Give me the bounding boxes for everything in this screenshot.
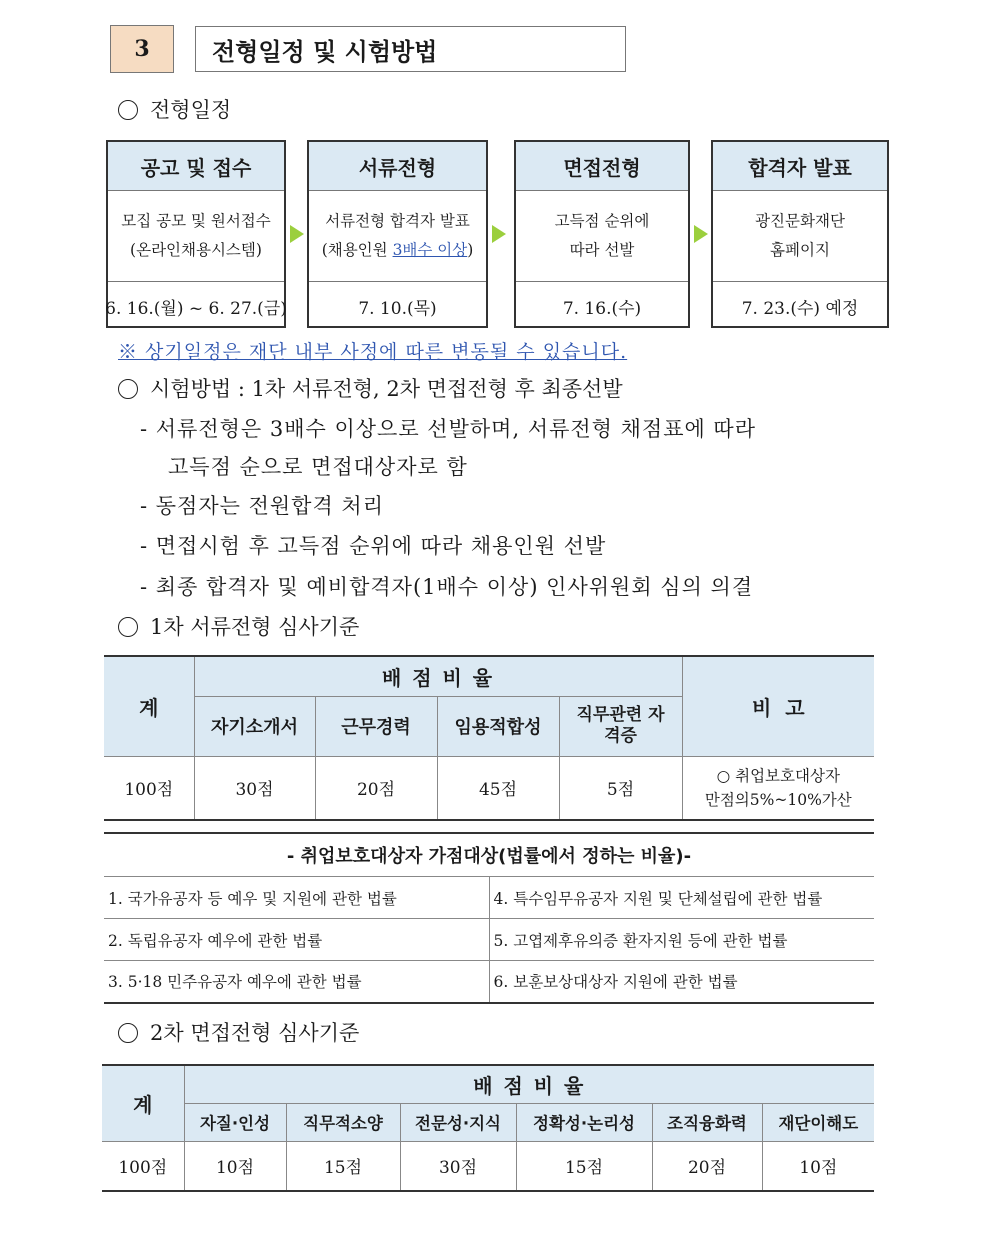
method-bullet: 고득점 순으로 면접대상자로 함 bbox=[168, 455, 468, 479]
method-heading-text: 시험방법 : 1차 서류전형, 2차 면접전형 후 최종선발 bbox=[150, 377, 623, 401]
step-desc bbox=[309, 191, 486, 282]
circle-bullet-icon bbox=[118, 1023, 138, 1043]
step-desc bbox=[108, 191, 284, 282]
step-desc bbox=[516, 191, 688, 282]
schedule-step-announce bbox=[106, 140, 286, 328]
arrow-right-icon bbox=[290, 225, 304, 243]
step-desc-line: 서류전형 합격자 발표 bbox=[325, 212, 470, 230]
ratio-header: 배 점 비 율 bbox=[194, 656, 682, 696]
step-desc-line: 광진문화재단 bbox=[755, 212, 845, 230]
bonus-caption: - 취업보호대상자 가점대상(법률에서 정하는 비율)- bbox=[104, 833, 874, 877]
score-value: 20점 bbox=[652, 1141, 762, 1191]
column-header: 정확성·논리성 bbox=[516, 1103, 652, 1141]
circle-bullet-icon bbox=[118, 617, 138, 637]
bonus-table bbox=[104, 832, 874, 1004]
column-header: 재단이해도 bbox=[762, 1103, 874, 1141]
law-item: 5. 고엽제후유의증 환자지원 등에 관한 법률 bbox=[489, 919, 874, 961]
step-date: 6. 16.(월) ~ 6. 27.(금) bbox=[105, 298, 287, 319]
step-title: 면접전형 bbox=[516, 142, 688, 191]
step-title: 공고 및 접수 bbox=[108, 142, 284, 191]
step-desc-line: (채용인원 3배수 이상) bbox=[321, 241, 474, 259]
doc-review-heading bbox=[118, 611, 359, 641]
total-value: 100점 bbox=[102, 1141, 184, 1191]
arrow-right-icon bbox=[492, 225, 506, 243]
step-desc bbox=[713, 191, 887, 282]
total-header: 계 bbox=[104, 656, 194, 756]
score-value: 10점 bbox=[762, 1141, 874, 1191]
interview-heading bbox=[118, 1017, 359, 1047]
step-date: 7. 10.(목) bbox=[358, 298, 437, 319]
schedule-heading bbox=[118, 94, 231, 124]
remark-header: 비 고 bbox=[682, 656, 874, 756]
column-header: 직무적소양 bbox=[286, 1103, 400, 1141]
schedule-step-interview bbox=[514, 140, 690, 328]
doc-review-table bbox=[104, 655, 874, 821]
step-title: 서류전형 bbox=[309, 142, 486, 191]
remark-value: ○ 취업보호대상자 만점의5%~10%가산 bbox=[682, 756, 874, 820]
step-date: 7. 23.(수) 예정 bbox=[741, 298, 859, 319]
score-value: 10점 bbox=[184, 1141, 286, 1191]
total-header: 계 bbox=[102, 1065, 184, 1141]
interview-heading-text: 2차 면접전형 심사기준 bbox=[150, 1021, 360, 1045]
ratio-header: 배 점 비 율 bbox=[184, 1065, 874, 1103]
total-value: 100점 bbox=[104, 756, 194, 820]
step-desc-line: 모집 공모 및 원서접수 bbox=[121, 212, 271, 230]
score-value: 45점 bbox=[437, 756, 559, 820]
step-desc-line: 고득점 순위에 bbox=[554, 212, 650, 230]
interview-table bbox=[102, 1064, 874, 1192]
method-bullet: - 서류전형은 3배수 이상으로 선발하며, 서류전형 채점표에 따라 bbox=[140, 417, 757, 441]
circle-bullet-icon bbox=[118, 379, 138, 399]
method-bullet: - 면접시험 후 고득점 순위에 따라 채용인원 선발 bbox=[140, 534, 607, 558]
score-value: 15점 bbox=[286, 1141, 400, 1191]
section-title: 전형일정 및 시험방법 bbox=[195, 26, 626, 72]
doc-review-heading-text: 1차 서류전형 심사기준 bbox=[150, 615, 360, 639]
law-item: 1. 국가유공자 등 예우 및 지원에 관한 법률 bbox=[104, 877, 489, 919]
schedule-heading-text: 전형일정 bbox=[150, 98, 232, 122]
law-item: 6. 보훈보상대상자 지원에 관한 법률 bbox=[489, 961, 874, 1003]
column-header: 근무경력 bbox=[315, 696, 437, 756]
method-heading bbox=[118, 373, 623, 403]
law-item: 4. 특수임무유공자 지원 및 단체설립에 관한 법률 bbox=[489, 877, 874, 919]
column-header: 직무관련 자격증 bbox=[559, 696, 682, 756]
step-title: 합격자 발표 bbox=[713, 142, 887, 191]
step-desc-line: 따라 선발 bbox=[569, 241, 635, 259]
schedule-note: ※ 상기일정은 재단 내부 사정에 따른 변동될 수 있습니다. bbox=[118, 341, 628, 363]
score-value: 15점 bbox=[516, 1141, 652, 1191]
step-date: 7. 16.(수) bbox=[562, 298, 642, 319]
score-value: 20점 bbox=[315, 756, 437, 820]
arrow-right-icon bbox=[694, 225, 708, 243]
score-value: 5점 bbox=[559, 756, 682, 820]
column-header: 조직융화력 bbox=[652, 1103, 762, 1141]
step-desc-line: (온라인채용시스템) bbox=[130, 241, 262, 259]
column-header: 자기소개서 bbox=[194, 696, 315, 756]
schedule-step-result bbox=[711, 140, 889, 328]
law-item: 3. 5·18 민주유공자 예우에 관한 법률 bbox=[104, 961, 489, 1003]
schedule-step-document bbox=[307, 140, 488, 328]
column-header: 임용적합성 bbox=[437, 696, 559, 756]
method-bullet: - 최종 합격자 및 예비합격자(1배수 이상) 인사위원회 심의 의결 bbox=[140, 575, 754, 599]
column-header: 자질·인성 bbox=[184, 1103, 286, 1141]
score-value: 30점 bbox=[194, 756, 315, 820]
section-number: 3 bbox=[110, 25, 174, 73]
highlight-text: 3배수 이상 bbox=[392, 241, 468, 259]
step-desc-line: 홈페이지 bbox=[770, 241, 830, 259]
circle-bullet-icon bbox=[118, 100, 138, 120]
score-value: 30점 bbox=[400, 1141, 516, 1191]
column-header: 전문성·지식 bbox=[400, 1103, 516, 1141]
law-item: 2. 독립유공자 예우에 관한 법률 bbox=[104, 919, 489, 961]
method-bullet: - 동점자는 전원합격 처리 bbox=[140, 494, 384, 518]
